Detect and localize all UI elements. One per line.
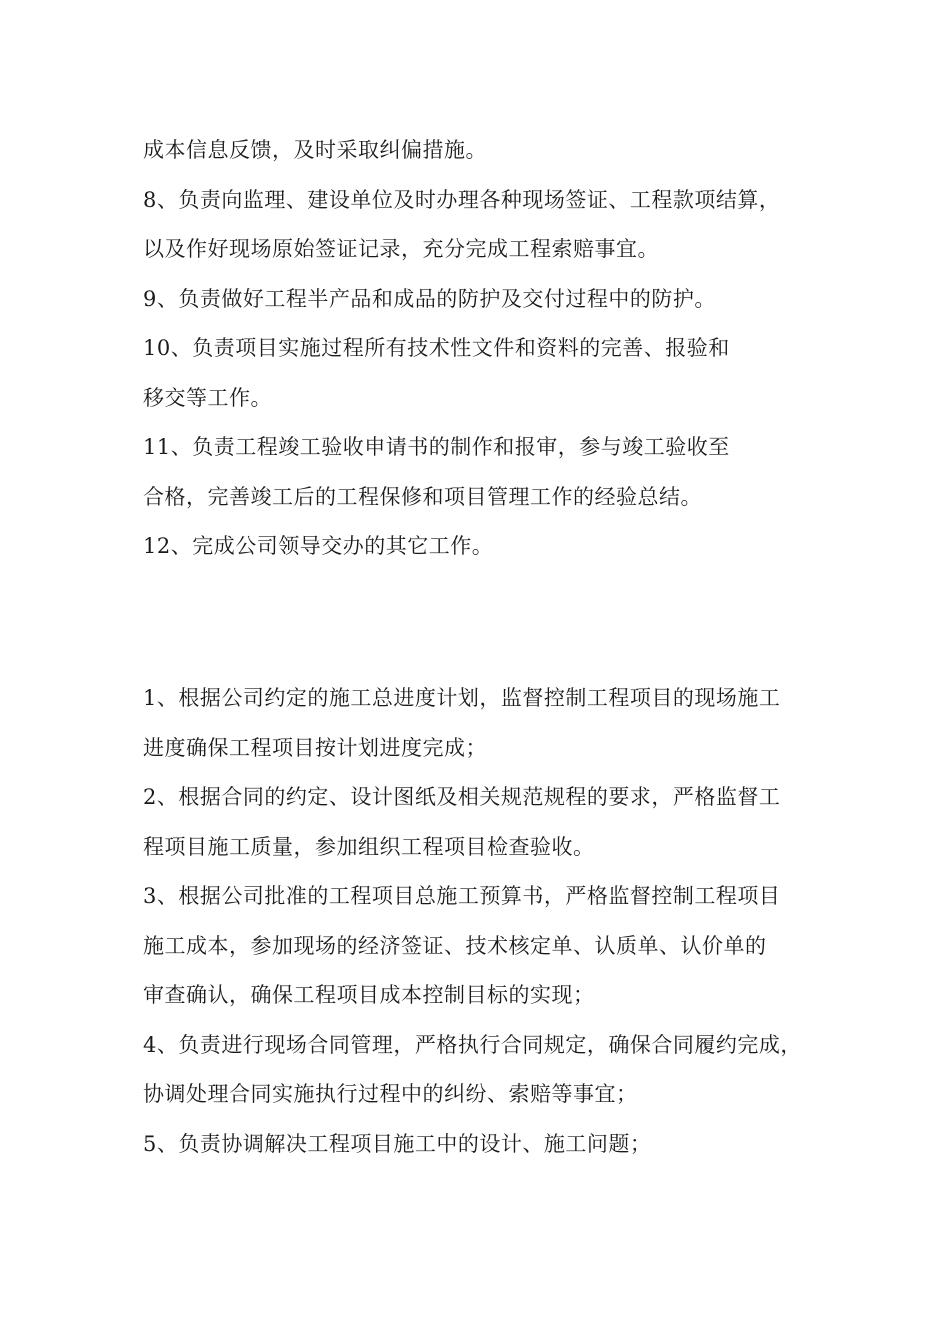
paragraph-line: 施工成本，参加现场的经济签证、技术核定单、认质单、认价单的 [143, 933, 767, 958]
paragraph-line: 2、根据合同的约定、设计图纸及相关规范规程的要求，严格监督工 [143, 785, 781, 809]
paragraph-line: 程项目施工质量，参加组织工程项目检查验收。 [143, 834, 595, 859]
paragraph-line: 10、负责项目实施过程所有技术性文件和资料的完善、报验和 [143, 336, 730, 360]
paragraph-line: 5、负责协调解决工程项目施工中的设计、施工问题； [143, 1131, 652, 1156]
paragraph-line: 审查确认，确保工程项目成本控制目标的实现； [143, 983, 595, 1007]
paragraph-line: 成本信息反馈，及时采取纠偏措施。 [143, 138, 487, 162]
paragraph-line: 1、根据公司约定的施工总进度计划，监督控制工程项目的现场施工 [143, 686, 781, 710]
paragraph-line: 3、根据公司批准的工程项目总施工预算书，严格监督控制工程项目 [143, 884, 781, 908]
paragraph-line: 9、负责做好工程半产品和成品的防护及交付过程中的防护。 [143, 286, 716, 311]
paragraph-line: 合格，完善竣工后的工程保修和项目管理工作的经验总结。 [143, 484, 702, 509]
paragraph-line: 进度确保工程项目按计划进度完成； [143, 735, 487, 760]
paragraph-line: 12、完成公司领导交办的其它工作。 [143, 534, 494, 558]
paragraph-line: 11、负责工程竣工验收申请书的制作和报审，参与竣工验收至 [143, 435, 730, 459]
paragraph-line: 协调处理合同实施执行过程中的纠纷、索赔等事宜； [143, 1082, 638, 1106]
paragraph-line: 8、负责向监理、建设单位及时办理各种现场签证、工程款项结算， [143, 187, 781, 212]
duty-list-second [143, 674, 843, 1169]
paragraph-line: 4、负责进行现场合同管理，严格执行合同规定，确保合同履约完成， [143, 1032, 802, 1057]
paragraph-line: 以及作好现场原始签证记录，充分完成工程索赔事宜。 [143, 237, 659, 261]
paragraph-line: 移交等工作。 [143, 385, 272, 410]
duty-list-continued [143, 126, 843, 572]
